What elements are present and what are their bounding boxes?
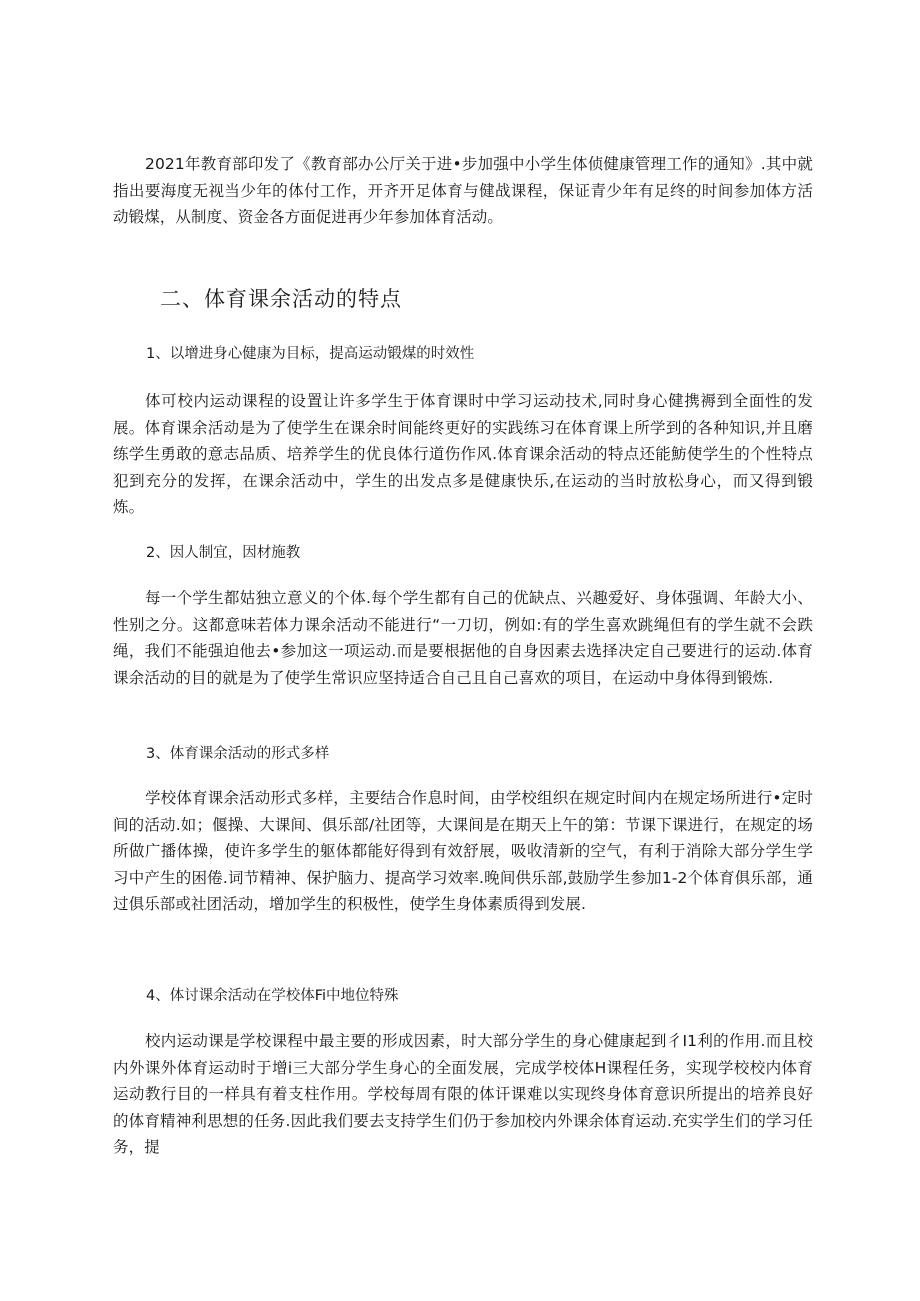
paragraph-4: 校内运动课是学校课程中最主要的形成因素，时大部分学生的身心健康起到彳I1利的作用.而且校内外课外体育运动时于增i三大部分学生身心的全面发展，完成学校体H课程任务，实现学校校内体育运动教行目的一样具有着支柱作用。学校每周有限的体讦课难以实现终身体育意识所提出的培养良好的体育精神利思想的任务.因此我们要去支持学生们仍于参加校内外课余体育运动.充实学生们的学习任务，提 xyxy=(113,1032,813,1156)
intro-paragraph: 2021年教育部印发了《教育部办公厅关于进•步加强中小学生体侦健康管理工作的通知》.其中就指出要海度无视当少年的体付工作，开齐开足体育与健战课程，保证青少年有足终的时间参加体方活动锻煤，从制度、资金各方面促进再少年参加体育活动。 xyxy=(113,155,813,226)
section-heading: 二、体育课余活动的特点 xyxy=(160,287,402,311)
subheading-1: 1、以增进身心健康为目标，提高运动锻煤的时效性 xyxy=(146,346,475,362)
paragraph-2: 每一个学生都姑独立意义的个体.每个学生都有自己的优缺点、兴趣爱好、身体强调、年龄大小、性别之分。这都意味若体力课余活动不能进行“一刀切，例如:有的学生喜欢跳绳但有的学生就不会跌绳，我们不能强迫他去•参加这一项运动.而是要根据他的自身因素去选择决定自己要进行的运动.体育课余活动的目的就是为了使学生常识应坚持适合自己且自己喜欢的项目，在运动中身体得到锻炼. xyxy=(113,589,813,687)
subheading-3: 3、体育课余活动的形式多样 xyxy=(146,746,330,762)
subheading-2: 2、因人制宜，因材施教 xyxy=(146,545,301,561)
subheading-4: 4、体讨课余活动在学校体Fi中地位特殊 xyxy=(146,988,399,1004)
paragraph-3: 学校体育课余活动形式多样，主要结合作息时间，由学校组织在规定时间内在规定场所进行•定时间的活动.如；偃操、大课间、俱乐部/社团等，大课间是在期天上午的第：节课下课进行，在规定的场所做广播体操，使许多学生的躯体都能好得到有效舒展，吸收清新的空气，有利于消除大部分学生学习中产生的困倦.词节精神、保护脑力、提高学习效率.晚间供乐部,鼓励学生参加1-2个体育俱乐部，通过俱乐部或社团活动，增加学生的积极性，使学生身体素质得到发展. xyxy=(113,789,813,913)
paragraph-1: 体可校内运动课程的设置让许多学生于体育课时中学习运动技术,同时身心健携褥到全面性的发展。体育课余活动是为了使学生在课余时间能终更好的实践练习在体育课上所学到的各种知识,并且磨练学生勇敢的意志品质、培养学生的优良体行道伤作风.体育课余活动的特点还能魴使学生的个性特点犯到充分的发挥，在课余活动中，学生的出发点多是健康快乐,在运动的当时放松身心，而又得到锻炼。 xyxy=(113,392,813,516)
